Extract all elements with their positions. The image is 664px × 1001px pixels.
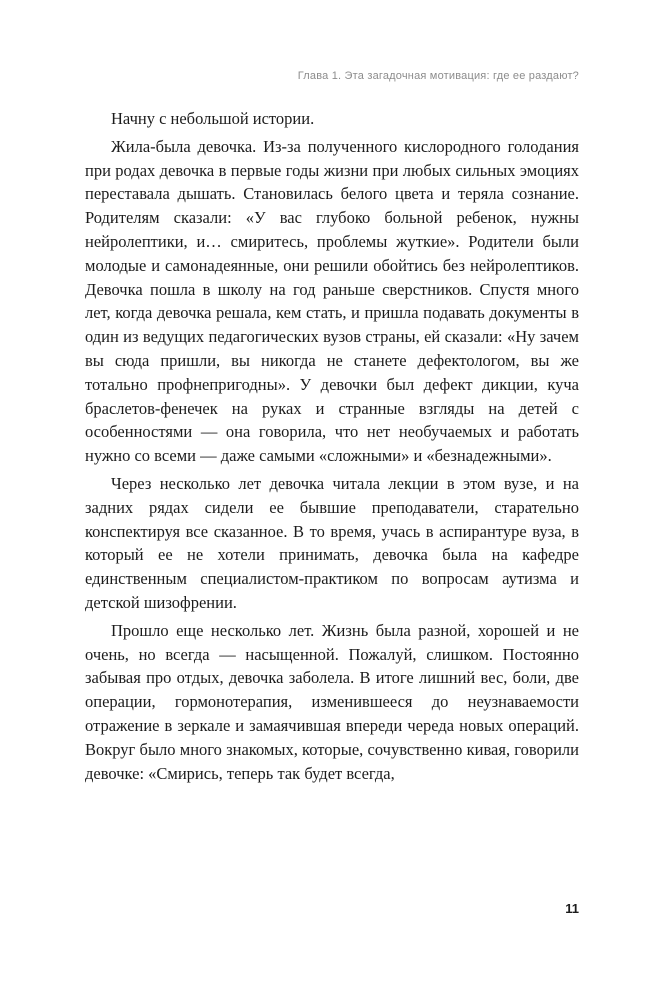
chapter-running-header: Глава 1. Эта загадочная мотивация: где ее раздают? bbox=[297, 70, 579, 82]
page-number: 11 bbox=[565, 901, 579, 916]
paragraph: Жила-была девочка. Из-за полученного кислородного голодания при родах девочка в первые годы жизни при любых сильных эмоциях переставала дышать. Становилась белого цвета и теряла сознание. Родителям сказали: «У вас глубоко больной ребенок, нужны нейролептики, и… смиритесь, проблемы жуткие». Родители были молодые и самонадеянные, они решили обойтись без нейролептиков. Девочка пошла в школу на год раньше сверстников. Спустя много лет, когда девочка решала, кем стать, и пришла подавать документы в один из ведущих педагогических вузов страны, ей сказали: «Ну зачем вы сюда пришли, вы никогда не станете дефектологом, вы же тотально профнепригодны». У девочки был дефект дикции, куча браслетов-фенечек на руках и странные взгляды на детей с особенностями — она говорила, что нет необучаемых и работать нужно со всеми — даже самыми «сложными» и «безнадежными». bbox=[85, 136, 579, 466]
paragraph: Через несколько лет девочка читала лекции в этом вузе, и на задних рядах сидели ее бывшие преподаватели, старательно конспектируя все сказанное. В то время, учась в аспирантуре вуза, в который ее не хотели принимать, девочка была на кафедре единственным специалистом-практиком по вопросам аутизма и детской шизофрении. bbox=[85, 473, 579, 612]
paragraph: Прошло еще несколько лет. Жизнь была разной, хорошей и не очень, но всегда — насыщенной. Пожалуй, слишком. Постоянно забывая про отдых, девочка заболела. В итоге лишний вес, боли, две операции, гормонотерапия, изменившееся до неузнаваемости отражение в зеркале и замаячившая впереди череда новых операций. Вокруг было много знакомых, которые, сочувственно кивая, говорили девочке: «Смирись, теперь так будет всегда, bbox=[85, 620, 579, 783]
paragraph: Начну с небольшой истории. bbox=[111, 109, 315, 128]
page-body bbox=[85, 107, 579, 789]
